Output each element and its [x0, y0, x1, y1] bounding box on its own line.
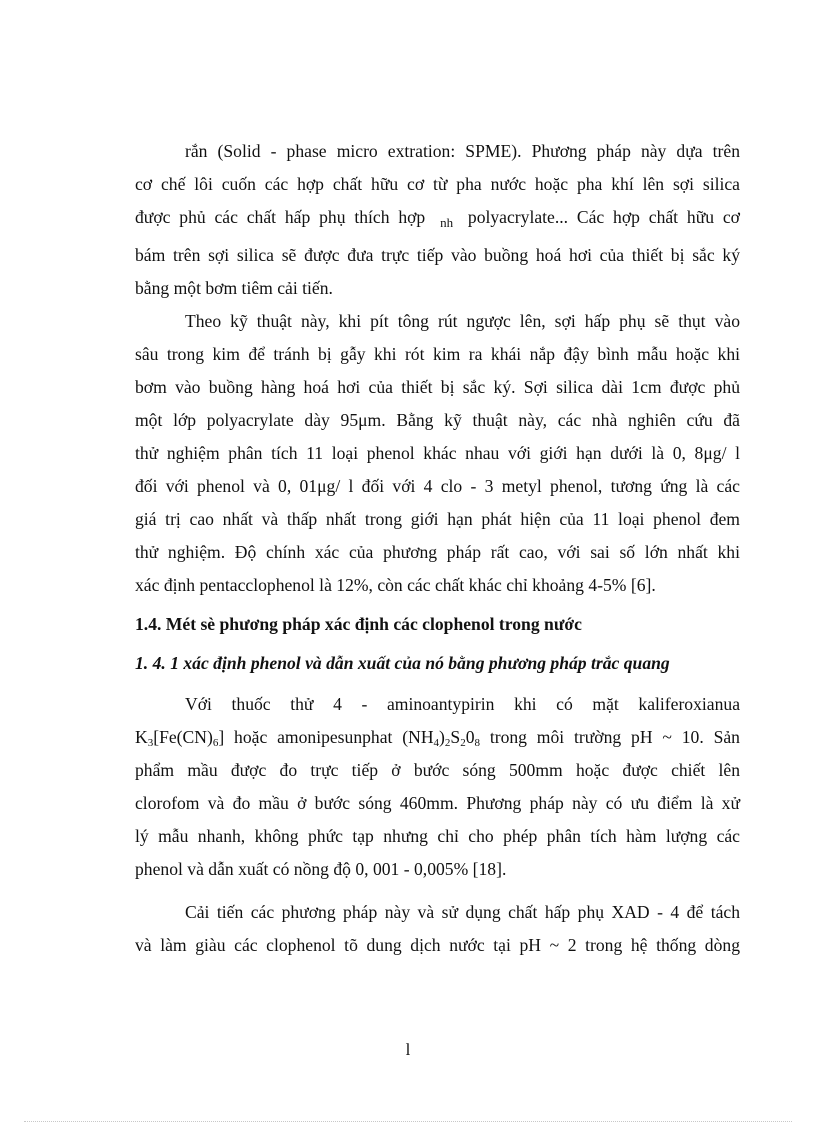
text-line: xác định pentacclophenol là 12%, còn các chất khác chỉ khoảng 4-5% [6].	[135, 575, 656, 595]
text-line: rắn (Solid - phase micro extration: SPME). Phương pháp này dựa trên	[185, 141, 740, 161]
text-line: Cải tiến các phương pháp này và sử dụng chất hấp phụ XAD - 4 để tách	[185, 902, 740, 922]
text-line: phenol và dẫn xuất có nồng độ 0, 001 - 0,005% [18].	[135, 859, 507, 879]
text-line: Với thuốc thử 4 - aminoantypirin khi có mặt kaliferoxianua	[185, 694, 740, 714]
text-line: Theo kỹ thuật này, khi pít tông rút ngược lên, sợi hấp phụ sẽ thụt vào	[185, 311, 740, 331]
text-line: thử nghiệm. Độ chính xác của phương pháp rất cao, với sai số lớn nhất khi	[135, 542, 740, 562]
subsection-heading: 1. 4. 1 xác định phenol và dẫn xuất của nó bằng phương pháp trắc quang	[135, 653, 670, 673]
text-line: và làm giàu các clophenol tõ dung dịch nước tại pH ~ 2 trong hệ thống dòng	[135, 935, 740, 955]
text-line: bơm vào buồng hàng hoá hơi của thiết bị sắc ký. Sợi silica dài 1cm được phủ	[135, 377, 740, 397]
section-heading: 1.4. Mét sè phương pháp xác định các clophenol trong nước	[135, 614, 582, 634]
text-line: bằng một bơm tiêm cải tiến.	[135, 278, 333, 298]
nh-fragment: nh	[440, 215, 454, 230]
paragraph-technique	[135, 305, 740, 602]
text-line: lý mẫu nhanh, không phức tạp nhưng chỉ cho phép phân tích hàm lượng các	[135, 826, 740, 846]
text-line: cơ chế lôi cuốn các hợp chất hữu cơ từ pha nước hoặc pha khí lên sợi silica	[135, 174, 740, 194]
text-line: sâu trong kim để tránh bị gẫy khi rót kim ra khái nắp đậy bình mẫu hoặc khi	[135, 344, 740, 364]
paragraph-improvement	[135, 896, 740, 962]
text-line: giá trị cao nhất và thấp nhất trong giới hạn phát hiện của 11 loại phenol đem	[135, 509, 740, 529]
text-line: phẩm mầu được đo trực tiếp ở bước sóng 500mm hoặc được chiết lên	[135, 760, 740, 780]
text-line: được phủ các chất hấp phụ thích hợp nh polyacrylate... Các hợp chất hữu cơ	[135, 201, 740, 239]
page-edge-dotted-line	[24, 1121, 792, 1122]
paragraph-spme	[135, 135, 740, 305]
text-line: clorofom và đo mầu ở bước sóng 460mm. Phương pháp này có ưu điểm là xử	[135, 793, 740, 813]
text-line: bám trên sợi silica sẽ được đưa trực tiếp vào buồng hoá hơi của thiết bị sắc ký	[135, 245, 740, 265]
text-line: đối với phenol và 0, 01μg/ l đối với 4 clo - 3 metyl phenol, tương ứng là các	[135, 476, 740, 496]
text-line-formula: $K_3[Fe(CN)_6]$ hoặc amonipesunphat $(NH_4)_2S_20_8$ trong môi trường pH ~ 10. Sản	[135, 727, 740, 749]
text-line: một lớp polyacrylate dày 95μm. Bằng kỹ thuật này, các nhà nghiên cứu đã	[135, 410, 740, 430]
text-line: thử nghiệm phân tích 11 loại phenol khác nhau với giới hạn dưới là 0, 8μg/ l	[135, 443, 740, 463]
page-number: l	[405, 1040, 411, 1059]
paragraph-photometric	[135, 688, 740, 886]
